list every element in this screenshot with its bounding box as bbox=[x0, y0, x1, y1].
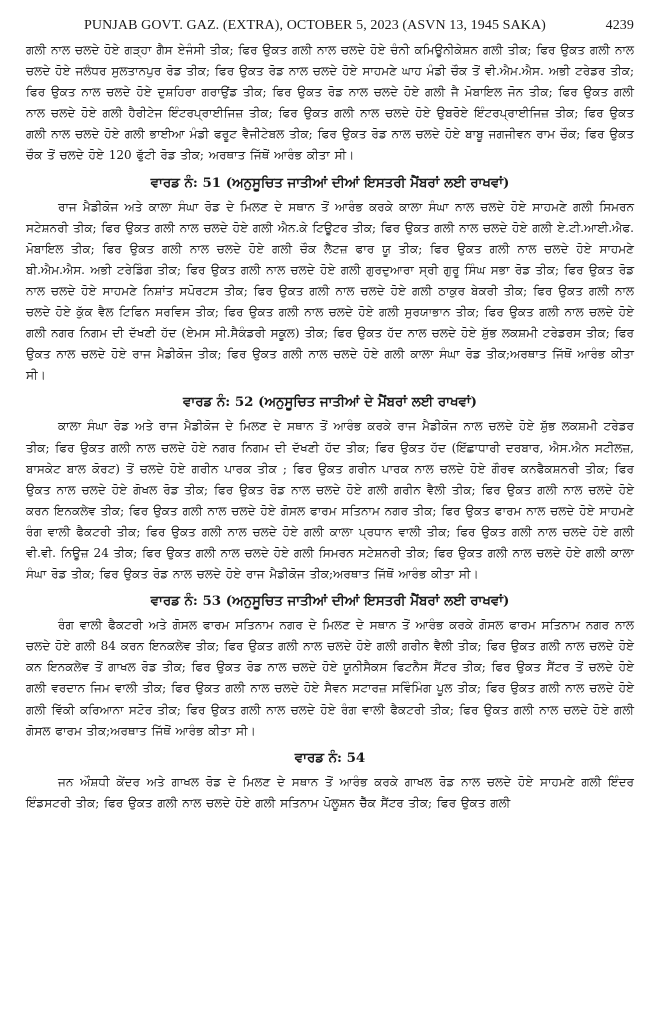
ward-52-description: ਕਾਲਾ ਸੰਘਾ ਰੋਡ ਅਤੇ ਰਾਜ ਮੈਡੀਕੋਜ ਦੇ ਮਿਲਣ ਦੇ ਸਥਾਨ ਤੋਂ ਆਰੰਭ ਕਰਕੇ ਰਾਜ ਮੈਡੀਕੋਜ ਨਾਲ ਚਲਦੇ ਹੋਏ ਸ਼ੁੱਭ ਲਕਸ਼ਮੀ ਟਰੇਡਰ ਤੀਕ; ਫਿਰ ਉਕਤ ਗਲੀ ਨਾਲ ਚਲਦੇ ਹੋਏ ਨਗਰ ਨਿਗਮ ਦੀ ਦੱਖਣੀ ਹੱਦ ਤੀਕ; ਫਿਰ ਉਕਤ ਹੱਦ (ਇੱਛਾਧਾਰੀ ਦਰਬਾਰ, ਐਸ.ਐਨ ਸਟੀਲਜ਼, ਬਾਸਕੇਟ ਬਾਲ ਕੋਰਟ) ਤੋਂ ਚਲਦੇ ਹੋਏ ਗਰੀਨ ਪਾਰਕ ਤੀਕ ; ਫਿਰ ਉਕਤ ਗਰੀਨ ਪਾਰਕ ਨਾਲ ਚਲਦੇ ਹੋਏ ਗੌਰਵ ਕਨਫੈਕਸ਼ਨਰੀ ਤੀਕ; ਫਿਰ ਉਕਤ ਨਾਲ ਚਲਦੇ ਹੋਏ ਗੋਖਲ ਰੋਡ ਤੀਕ; ਫਿਰ ਉਕਤ ਰੋਡ ਨਾਲ ਚਲਦੇ ਹੋਏ ਗਲੀ ਗਰੀਨ ਵੈਲੀ ਤੀਕ; ਫਿਰ ਉਕਤ ਗਲੀ ਨਾਲ ਚਲਦੇ ਹੋਏ ਕਰਨ ਇਨਕਲੇਵ ਤੀਕ; ਫਿਰ ਉਕਤ ਗਲੀ ਨਾਲ ਚਲਦੇ ਹੋਏ ਗੋਸਲ ਫਾਰਮ ਸਤਿਨਾਮ ਨਗਰ ਤੀਕ; ਫਿਰ ਉਕਤ ਫਾਰਮ ਨਾਲ ਚਲਦੇ ਹੋਏ ਸਾਹਮਣੇ ਰੰਗ ਵਾਲੀ ਫੈਕਟਰੀ ਤੀਕ; ਫਿਰ ਉਕਤ ਗਲੀ ਨਾਲ ਚਲਦੇ ਹੋਏ ਗਲੀ ਕਾਲਾ ਪ੍ਰਧਾਨ ਵਾਲੀ ਤੀਕ; ਫਿਰ ਉਕਤ ਗਲੀ ਨਾਲ ਚਲਦੇ ਹੋਏ ਗਲੀ ਵੀ.ਵੀ. ਨਿਊਜ਼ 24 ਤੀਕ; ਫਿਰ ਉਕਤ ਗਲੀ ਨਾਲ ਚਲਦੇ ਹੋਏ ਗਲੀ ਸਿਮਰਨ ਸਟੇਸ਼ਨਰੀ ਤੀਕ; ਫਿਰ ਉਕਤ ਗਲੀ ਨਾਲ ਚਲਦੇ ਹੋਏ ਗਲੀ ਕਾਲਾ ਸੰਘਾ ਰੋਡ ਤੀਕ; ਫਿਰ ਉਕਤ ਰੋਡ ਨਾਲ ਚਲਦੇ ਹੋਏ ਰਾਜ ਮੈਡੀਕੋਜ ਤੀਕ;ਅਰਥਾਤ ਜਿੱਥੋਂ ਆਰੰਭ ਕੀਤਾ ਸੀ। bbox=[26, 419, 634, 582]
ward-52-heading: ਵਾਰਡ ਨੰ: 52 (ਅਨੁਸੂਚਿਤ ਜਾਤੀਆਂ ਦੇ ਮੈਂਬਰਾਂ ਲਈ ਰਾਖਵਾਂ) bbox=[182, 394, 478, 411]
page-number: 4239 bbox=[605, 18, 634, 33]
gazette-title: PUNJAB GOVT. GAZ. (EXTRA), OCTOBER 5, 2023 (ASVN 13, 1945 SAKA) bbox=[84, 18, 546, 33]
ward-54-heading: ਵਾਰਡ ਨੰ: 54 bbox=[294, 749, 366, 766]
ward-51-heading: ਵਾਰਡ ਨੰ: 51 (ਅਨੁਸੂਚਿਤ ਜਾਤੀਆਂ ਦੀਆਂ ਇਸਤਰੀ ਮੈਂਬਰਾਂ ਲਈ ਰਾਖਵਾਂ) bbox=[150, 174, 510, 191]
ward-53-heading: ਵਾਰਡ ਨੰ: 53 (ਅਨੁਸੂਚਿਤ ਜਾਤੀਆਂ ਦੀਆਂ ਇਸਤਰੀ ਮੈਂਬਰਾਂ ਲਈ ਰਾਖਵਾਂ) bbox=[150, 593, 510, 610]
page-header bbox=[26, 18, 634, 34]
ward-54-description: ਜਨ ਔਸ਼ਧੀ ਕੇਂਦਰ ਅਤੇ ਗਾਖਲ ਰੋਡ ਦੇ ਮਿਲਣ ਦੇ ਸਥਾਨ ਤੋਂ ਆਰੰਭ ਕਰਕੇ ਗਾਖਲ ਰੋਡ ਨਾਲ ਚਲਦੇ ਹੋਏ ਸਾਹਮਣੇ ਗਲੀ ਇੰਦਰ ਇੰਡਸਟਰੀ ਤੀਕ; ਫਿਰ ਉਕਤ ਗਲੀ ਨਾਲ ਚਲਦੇ ਹੋਏ ਗਲੀ ਸਤਿਨਾਮ ਪੋਲੂਸ਼ਨ ਚੈੱਕ ਸੈਂਟਰ ਤੀਕ; ਫਿਰ ਉਕਤ ਗਲੀ bbox=[26, 774, 634, 810]
ward-53-description: ਰੰਗ ਵਾਲੀ ਫੈਕਟਰੀ ਅਤੇ ਗੋਸਲ ਫਾਰਮ ਸਤਿਨਾਮ ਨਗਰ ਦੇ ਮਿਲਣ ਦੇ ਸਥਾਨ ਤੋਂ ਆਰੰਭ ਕਰਕੇ ਗੋਸਲ ਫਾਰਮ ਸਤਿਨਾਮ ਨਗਰ ਨਾਲ ਚਲਦੇ ਹੋਏ ਗਲੀ 84 ਕਰਨ ਇਨਕਲੇਵ ਤੀਕ; ਫਿਰ ਉਕਤ ਗਲੀ ਨਾਲ ਚਲਦੇ ਹੋਏ ਗਲੀ ਗਰੀਨ ਵੈਲੀ ਤੀਕ; ਫਿਰ ਉਕਤ ਗਲੀ ਨਾਲ ਚਲਦੇ ਹੋਏ ਕਨ ਇਨਕਲੇਵ ਤੋਂ ਗਾਖਲ ਰੋਡ ਤੀਕ; ਫਿਰ ਉਕਤ ਰੋਡ ਨਾਲ ਚਲਦੇ ਹੋਏ ਯੂਨੀਸੈਕਸ ਫਿਟਨੈਸ ਸੈਂਟਰ ਤੀਕ; ਫਿਰ ਉਕਤ ਸੈਂਟਰ ਤੋਂ ਚਲਦੇ ਹੋਏ ਗਲੀ ਵਰਦਾਨ ਜਿਮ ਵਾਲੀ ਤੀਕ; ਫਿਰ ਉਕਤ ਗਲੀ ਨਾਲ ਚਲਦੇ ਹੋਏ ਸੈਵਨ ਸਟਾਰਜ਼ ਸਵਿੰਮਿੰਗ ਪੂਲ ਤੀਕ; ਫਿਰ ਉਕਤ ਗਲੀ ਨਾਲ ਚਲਦੇ ਹੋਏ ਗਲੀ ਵਿੱਕੀ ਕਰਿਆਨਾ ਸਟੋਰ ਤੀਕ; ਫਿਰ ਉਕਤ ਗਲੀ ਨਾਲ ਚਲਦੇ ਹੋਏ ਰੰਗ ਵਾਲੀ ਫੈਕਟਰੀ ਤੀਕ; ਫਿਰ ਉਕਤ ਗਲੀ ਨਾਲ ਚਲਦੇ ਹੋਏ ਗਲੀ ਗੋਸਲ ਫਾਰਮ ਤੀਕ;ਅਰਥਾਤ ਜਿੱਥੋਂ ਆਰੰਭ ਕੀਤਾ ਸੀ। bbox=[26, 618, 634, 738]
ward-50-continuation: ਗਲੀ ਨਾਲ ਚਲਦੇ ਹੋਏ ਗੜ੍ਹਾ ਗੈਸ ਏਜੰਸੀ ਤੀਕ; ਫਿਰ ਉਕਤ ਗਲੀ ਨਾਲ ਚਲਦੇ ਹੋਏ ਚੰਨੀ ਕਮਿਊਨੀਕੇਸ਼ਨ ਗਲੀ ਤੀਕ; ਫਿਰ ਉਕਤ ਗਲੀ ਨਾਲ ਚਲਦੇ ਹੋਏ ਜਲੰਧਰ ਸੁਲਤਾਨਪੁਰ ਰੋਡ ਤੀਕ; ਫਿਰ ਉਕਤ ਰੋਡ ਨਾਲ ਚਲਦੇ ਹੋਏ ਸਾਹਮਣੇ ਘਾਹ ਮੰਡੀ ਚੌਕ ਤੋਂ ਵੀ.ਐਮ.ਐਸ. ਅਭੀ ਟਰੇਡਰ ਤੀਕ; ਫਿਰ ਉਕਤ ਨਾਲ ਚਲਦੇ ਹੋਏ ਦੁਸ਼ਹਿਰਾ ਗਰਾਉਂਡ ਤੀਕ; ਫਿਰ ਉਕਤ ਰੋਡ ਨਾਲ ਚਲਦੇ ਹੋਏ ਗਲੀ ਜੈ ਮੋਬਾਇਲ ਜੋਨ ਤੀਕ; ਫਿਰ ਉਕਤ ਗਲੀ ਨਾਲ ਚਲਦੇ ਹੋਏ ਗਲੀ ਹੈਰੀਟੇਜ ਇੰਟਰਪ੍ਰਾਈਜਿਜ਼ ਤੀਕ; ਫਿਰ ਉਕਤ ਗਲੀ ਨਾਲ ਚਲਦੇ ਹੋਏ ਉਬਰੋਏ ਇੰਟਰਪ੍ਰਾਈਜਿਜ਼ ਤੀਕ; ਫਿਰ ਉਕਤ ਗਲੀ ਨਾਲ ਚਲਦੇ ਹੋਏ ਗਲੀ ਭਾਈਆ ਮੰਡੀ ਫਰੂਟ ਵੈਜੀਟੇਬਲ ਤੀਕ; ਫਿਰ ਉਕਤ ਰੋਡ ਨਾਲ ਚਲਦੇ ਹੋਏ ਬਾਬੂ ਜਗਜੀਵਨ ਰਾਮ ਚੌਕ; ਫਿਰ ਉਕਤ ਚੌਕ ਤੋਂ ਚਲਦੇ ਹੋਏ 120 ਫੁੱਟੀ ਰੋਡ ਤੀਕ; ਅਰਥਾਤ ਜਿੱਥੋਂ ਆਰੰਭ ਕੀਤਾ ਸੀ। bbox=[26, 43, 634, 163]
ward-51-description: ਰਾਜ ਮੈਡੀਕੋਜ ਅਤੇ ਕਾਲਾ ਸੰਘਾ ਰੋਡ ਦੇ ਮਿਲਣ ਦੇ ਸਥਾਨ ਤੋਂ ਆਰੰਭ ਕਰਕੇ ਕਾਲਾ ਸੰਘਾ ਨਾਲ ਚਲਦੇ ਹੋਏ ਸਾਹਮਣੇ ਗਲੀ ਸਿਮਰਨ ਸਟੇਸ਼ਨਰੀ ਤੀਕ; ਫਿਰ ਉਕਤ ਗਲੀ ਨਾਲ ਚਲਦੇ ਹੋਏ ਗਲੀ ਐਨ.ਕੇ ਟਿਊਟਰ ਤੀਕ; ਫਿਰ ਉਕਤ ਗਲੀ ਨਾਲ ਚਲਦੇ ਹੋਏ ਗਲੀ ਏ.ਟੀ.ਆਈ.ਐਫ. ਮੋਬਾਇਲ ਤੀਕ; ਫਿਰ ਉਕਤ ਗਲੀ ਨਾਲ ਚਲਦੇ ਹੋਏ ਗਲੀ ਚੌਕ ਲੈਟਜ਼ ਫਾਰ ਯੂ ਤੀਕ; ਫਿਰ ਉਕਤ ਗਲੀ ਨਾਲ ਚਲਦੇ ਹੋਏ ਸਾਹਮਣੇ ਬੀ.ਐਮ.ਐਸ. ਅਭੀ ਟਰੇਡਿੰਗ ਤੀਕ; ਫਿਰ ਉਕਤ ਗਲੀ ਨਾਲ ਚਲਦੇ ਹੋਏ ਗਲੀ ਗੁਰਦੁਆਰਾ ਸ੍ਰੀ ਗੁਰੂ ਸਿੰਘ ਸਭਾ ਰੋਡ ਤੀਕ; ਫਿਰ ਉਕਤ ਰੋਡ ਨਾਲ ਚਲਦੇ ਹੋਏ ਸਾਹਮਣੇ ਨਿਸ਼ਾਂਤ ਸਪੋਰਟਸ ਤੀਕ; ਫਿਰ ਉਕਤ ਗਲੀ ਨਾਲ ਚਲਦੇ ਹੋਏ ਗਲੀ ਠਾਕੁਰ ਬੇਕਰੀ ਤੀਕ; ਫਿਰ ਉਕਤ ਗਲੀ ਨਾਲ ਚਲਦੇ ਹੋਏ ਕੁੱਕ ਵੈਲ ਟਿਫਿਨ ਸਰਵਿਸ ਤੀਕ; ਫਿਰ ਉਕਤ ਗਲੀ ਨਾਲ ਚਲਦੇ ਹੋਏ ਗਲੀ ਸੁਰਯਾਭਾਨ ਤੀਕ; ਫਿਰ ਉਕਤ ਗਲੀ ਨਾਲ ਚਲਦੇ ਹੋਏ ਗਲੀ ਨਗਰ ਨਿਗਮ ਦੀ ਦੱਖਣੀ ਹੱਦ (ਏਮਸ ਸੀ.ਸੈਕੰਡਰੀ ਸਕੂਲ) ਤੀਕ; ਫਿਰ ਉਕਤ ਹੱਦ ਨਾਲ ਚਲਦੇ ਹੋਏ ਸ਼ੁੱਭ ਲਕਸ਼ਮੀ ਟਰੇਡਰਸ ਤੀਕ; ਫਿਰ ਉਕਤ ਨਾਲ ਚਲਦੇ ਹੋਏ ਰਾਜ ਮੈਡੀਕੋਜ ਤੀਕ; ਫਿਰ ਉਕਤ ਗਲੀ ਨਾਲ ਚਲਦੇ ਹੋਏ ਗਲੀ ਕਾਲਾ ਸੰਘਾ ਰੋਡ ਤੀਕ;ਅਰਥਾਤ ਜਿੱਥੋਂ ਆਰੰਭ ਕੀਤਾ ਸੀ। bbox=[26, 199, 634, 383]
